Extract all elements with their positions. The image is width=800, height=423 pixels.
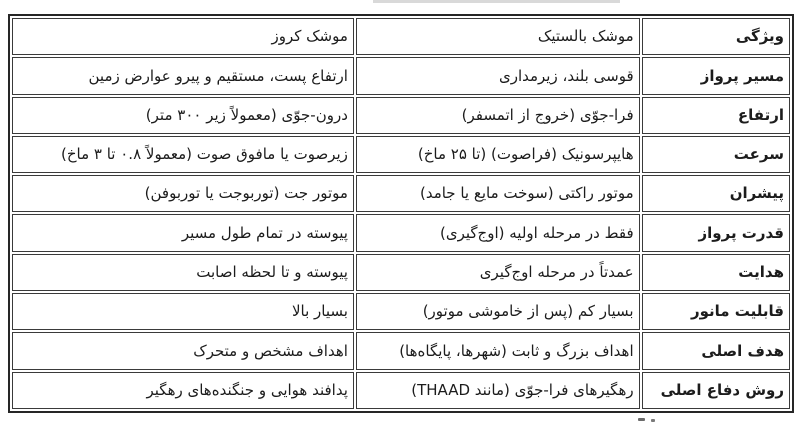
header-cell-ballistic: موشک بالستیک xyxy=(356,18,640,55)
cell-cruise: ارتفاع پست، مستقیم و پیرو عوارض زمین xyxy=(12,57,354,94)
cell-feature: ارتفاع xyxy=(642,97,790,134)
cell-cruise: پیوسته و تا لحظه اصابت xyxy=(12,254,354,291)
table-row xyxy=(12,175,790,212)
cell-ballistic: قوسی بلند، زیرمداری xyxy=(356,57,640,94)
header-cell-cruise: موشک کروز xyxy=(12,18,354,55)
cell-cruise: بسیار بالا xyxy=(12,293,354,330)
cell-cruise: درون-جوّی (معمولاً زیر ۳۰۰ متر) xyxy=(12,97,354,134)
table-row xyxy=(12,332,790,369)
cell-ballistic: عمدتاً در مرحله اوج‌گیری xyxy=(356,254,640,291)
cell-feature: پیشران xyxy=(642,175,790,212)
table-row xyxy=(12,254,790,291)
table-row xyxy=(12,136,790,173)
cell-ballistic: رهگیرهای فرا-جوّی (مانند THAAD) xyxy=(356,372,640,409)
missile-comparison-table xyxy=(8,14,794,413)
cell-feature: سرعت xyxy=(642,136,790,173)
table-row xyxy=(12,214,790,251)
cell-cruise: پدافند هوایی و جنگنده‌های رهگیر xyxy=(12,372,354,409)
cell-feature: قدرت پرواز xyxy=(642,214,790,251)
table-header-row xyxy=(12,18,790,55)
table-row xyxy=(12,293,790,330)
cell-cruise: موتور جت (توربوجت یا توربوفن) xyxy=(12,175,354,212)
cell-cruise: پیوسته در تمام طول مسیر xyxy=(12,214,354,251)
cell-feature: قابلیت مانور xyxy=(642,293,790,330)
header-cell-feature: ویژگی xyxy=(642,18,790,55)
cell-feature: مسیر پرواز xyxy=(642,57,790,94)
cell-feature: هدف اصلی xyxy=(642,332,790,369)
cell-feature: روش دفاع اصلی xyxy=(642,372,790,409)
cell-ballistic: فقط در مرحله اولیه (اوج‌گیری) xyxy=(356,214,640,251)
table-row xyxy=(12,57,790,94)
cell-cruise: اهداف مشخص و متحرک xyxy=(12,332,354,369)
table-row xyxy=(12,97,790,134)
cropped-content-artifact-top xyxy=(373,0,620,3)
cropped-text-artifact-bottom xyxy=(638,418,645,421)
cell-ballistic: اهداف بزرگ و ثابت (شهرها، پایگاه‌ها) xyxy=(356,332,640,369)
cell-ballistic: موتور راکتی (سوخت مایع یا جامد) xyxy=(356,175,640,212)
cell-ballistic: فرا-جوّی (خروج از اتمسفر) xyxy=(356,97,640,134)
cell-ballistic: هایپرسونیک (فراصوت) (تا ۲۵ ماخ) xyxy=(356,136,640,173)
cell-feature: هدایت xyxy=(642,254,790,291)
cropped-text-artifact-bottom xyxy=(651,419,655,422)
cell-cruise: زیرصوت یا مافوق صوت (معمولاً ۰.۸ تا ۳ ماخ) xyxy=(12,136,354,173)
table-row xyxy=(12,372,790,409)
cell-ballistic: بسیار کم (پس از خاموشی موتور) xyxy=(356,293,640,330)
